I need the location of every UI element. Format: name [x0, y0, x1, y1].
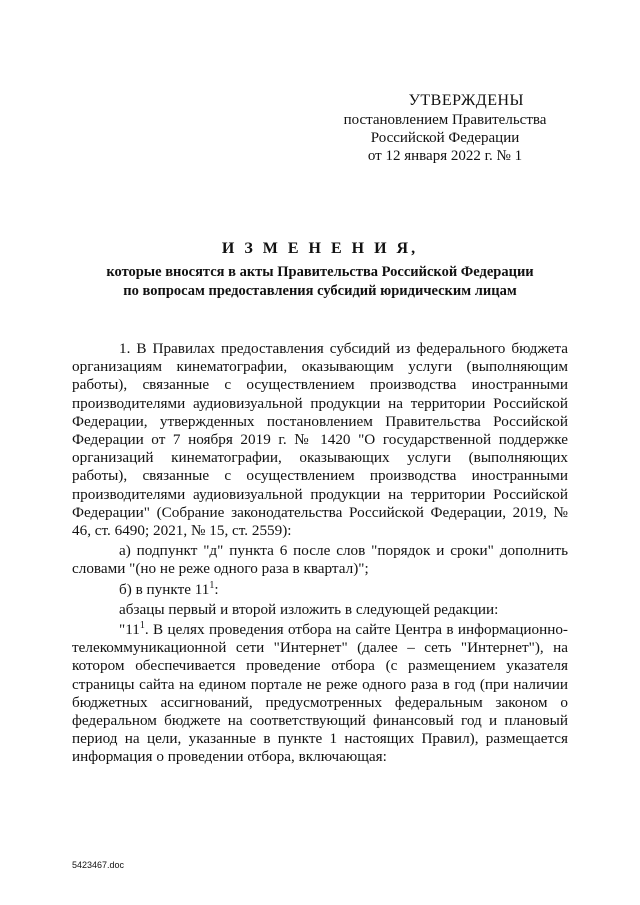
- document-title: И З М Е Н Е Н И Я,: [221, 240, 419, 257]
- paragraph-instruction: абзацы первый и второй изложить в следующей редакции:: [119, 600, 499, 618]
- approval-stamp-title: УТВЕРЖДЕНЫ: [408, 92, 524, 109]
- paragraph-text: . В целях проведения отбора на сайте Центра в информационно-телекоммуникационной сети "Интернет" (далее – сеть "Интернет"), на котором обеспечивается проведение отбора (с размещением указателя страницы сайта на едином портале не реже одного раза в год (при наличии бюджетных ассигнований, предусмотренных федеральным законом о федеральном бюджете на соответствующий финансовый год и плановый период на цели, указанные в пункте 1 настоящих Правил), размещается информация о проведении отбора, включающая:: [72, 621, 568, 766]
- paragraph-text: "11: [119, 621, 140, 639]
- paragraph-new-wording: [72, 621, 568, 767]
- approval-line: Российской Федерации: [370, 130, 520, 146]
- document-body: [72, 340, 568, 767]
- document-subtitle: [60, 263, 580, 301]
- paragraph-item-1: 1. В Правилах предоставления субсидий из федерального бюджета организациям кинематографии, оказывающим услуги (выполняющим работы), связанные с осуществлением производства иностранными производителями аудиовизуальной продукции на территории Российской Федерации, утвержденных постановлением Правительства Российской Федерации от 7 ноября 2019 г. № 1420 "О государственной поддержке организаций кинематографии, оказывающих услуги (выполняющих работы), связанные с осуществлением производства иностранными производителями аудиовизуальной продукции на территории Российской Федерации" (Собрание законодательства Российской Федерации, 2019, № 46, ст. 6490; 2021, № 15, ст. 2559):: [72, 340, 568, 540]
- paragraph-subitem-a: а) подпункт "д" пункта 6 после слов "порядок и сроки" дополнить словами "(но не реже одного раза в квартал)";: [72, 542, 568, 578]
- approval-line: постановлением Правительства: [343, 112, 547, 128]
- paragraph-text: б) в пункте 11: [119, 580, 210, 598]
- approval-block: [340, 92, 550, 165]
- paragraph-text: :: [214, 580, 219, 598]
- paragraph-subitem-b: [72, 581, 568, 599]
- approval-date-number: от 12 января 2022 г. № 1: [367, 148, 523, 164]
- superscript: 1: [139, 619, 145, 631]
- document-code: 5423467.doc: [72, 860, 125, 870]
- subtitle-line: по вопросам предоставления субсидий юридическим лицам: [123, 283, 517, 299]
- superscript: 1: [209, 579, 215, 591]
- subtitle-line: которые вносятся в акты Правительства Российской Федерации: [106, 264, 534, 280]
